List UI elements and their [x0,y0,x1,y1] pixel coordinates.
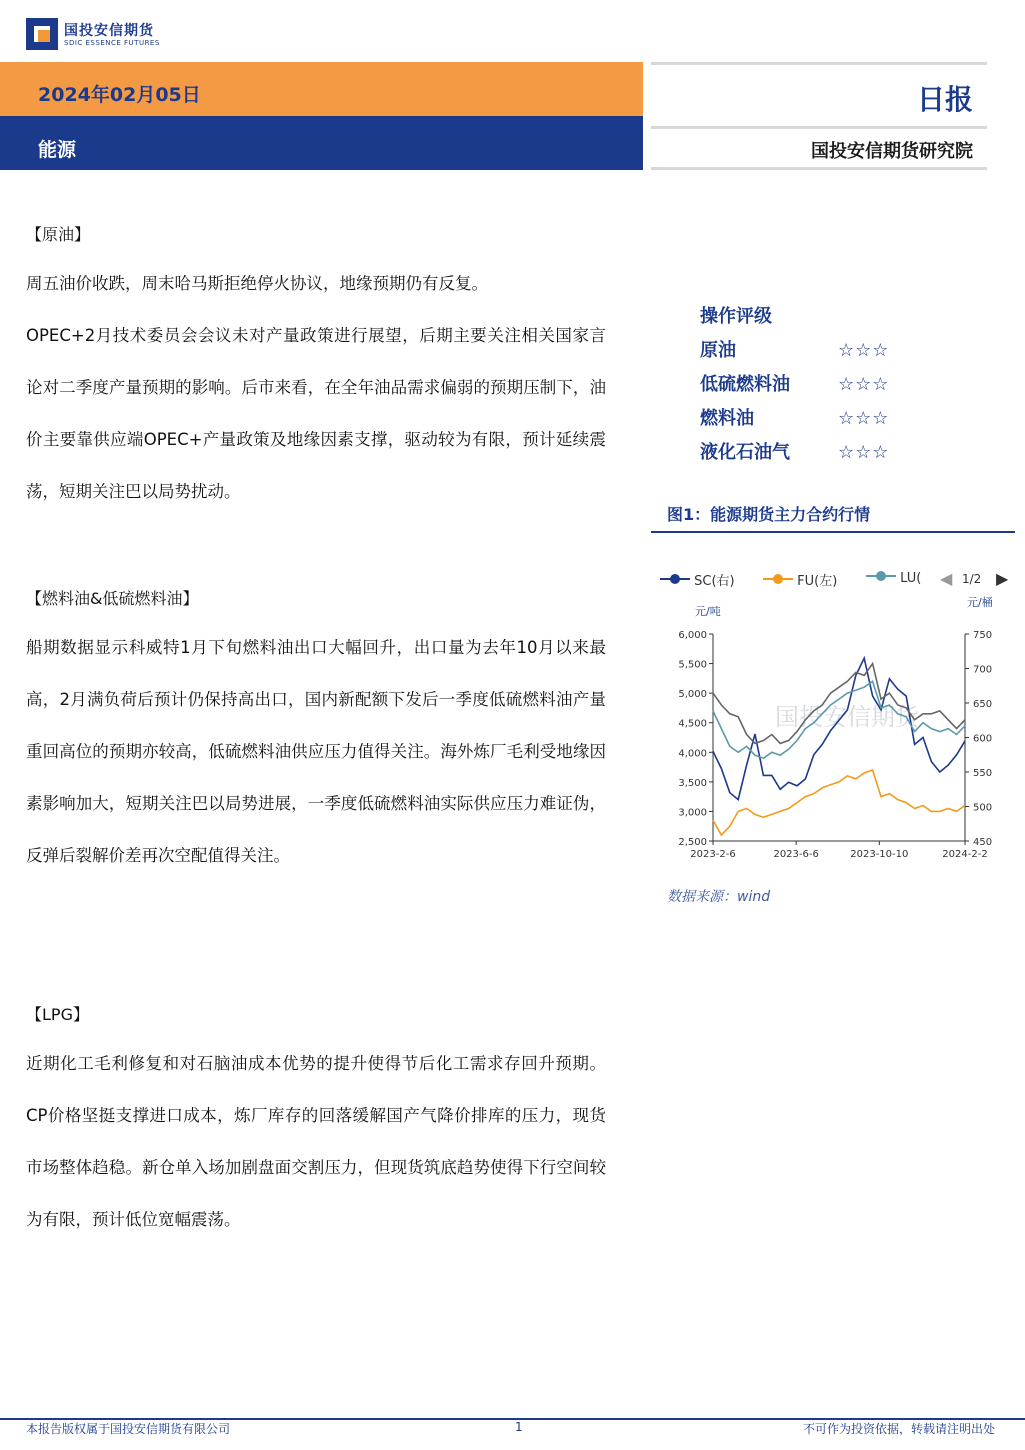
right-tick-label: 500 [973,802,993,814]
report-date: 2024年02月05日 [38,84,201,106]
left-tick-label: 5,500 [678,659,707,671]
right-axis-unit: 元/桶 [967,596,993,609]
page-number: 1 [515,1420,523,1434]
chart-axes [709,634,969,845]
section-title-crude: 【原油】 [26,225,91,244]
divider [651,62,987,65]
x-tick-label: 2023-10-10 [850,849,909,860]
copyright-notice: 本报告版权属于国投安信期货有限公司 [26,1422,231,1436]
data-source: 数据来源：wind [667,889,771,905]
fuel-oil-paragraph: 船期数据显示科威特1月下旬燃料油出口大幅回升，出口量为去年10月以来最高，2月满负荷后预计仍保持高出口，国内新配额下发后一季度低硫燃料油产量重回高位的预期亦较高，低硫燃料油供应压力值得关注。海外炼厂毛利受地缘因素影响加大，短期关注巴以局势进展，一季度低硫燃料油实际供应压力难证伪，反弹后裂解价差再次空配值得关注。 [26,638,606,865]
left-tick-label: 2,500 [678,837,707,848]
right-tick-label: 650 [973,699,993,710]
lpg-paragraph: 近期化工毛利修复和对石脑油成本优势的提升使得节后化工需求存回升预期。CP价格坚挺支撑进口成本，炼厂库存的回落缓解国产气降价排库的压力，现货市场整体趋稳。新仓单入场加剧盘面交割压力，但现货筑底趋势使得下行空间较为有限，预计低位宽幅震荡。 [26,1054,606,1229]
right-tick-label: 450 [973,837,993,848]
sector-banner [0,116,643,170]
rating-item-name: 燃料油 [700,408,754,429]
left-tick-label: 6,000 [678,630,707,641]
series-line [713,770,965,835]
right-tick-label: 700 [973,664,993,676]
company-name: 国投安信期货 [64,23,154,39]
x-tick-label: 2023-6-6 [773,849,819,860]
crude-paragraph-1: 周五油价收跌，周末哈马斯拒绝停火协议，地缘预期仍有反复。 [26,274,488,293]
left-tick-label: 4,500 [678,718,707,730]
report-sector: 能源 [38,139,77,161]
section-title-fuel-oil: 【燃料油&低硫燃料油】 [26,589,199,608]
legend-label: FU(左) [797,574,838,589]
report-type: 日报 [916,83,973,116]
rating-item-name: 原油 [700,340,736,361]
x-tick-label: 2023-2-6 [690,849,736,860]
x-tick-label: 2024-2-2 [942,849,988,860]
rating-row [700,402,920,436]
legend-label: LU( [900,571,922,586]
right-tick-label: 750 [973,630,993,641]
left-tick-label: 4,000 [678,748,707,760]
rating-row [700,334,920,368]
company-logo-icon [26,18,58,50]
left-tick-label: 3,500 [678,777,707,789]
watermark: 国投安信期货 [775,703,919,731]
right-tick-label: 550 [973,768,993,779]
right-tick-label: 600 [973,733,993,745]
figure-title: 图1：能源期货主力合约行情 [667,505,871,524]
star-icon: ☆☆☆ [838,340,890,361]
rating-item-name: 液化石油气 [700,442,790,463]
left-tick-label: 5,000 [678,689,707,701]
section-title-lpg: 【LPG】 [26,1005,89,1024]
company-name-en: SDIC ESSENCE FUTURES [64,39,160,47]
disclaimer: 不可作为投资依据，转载请注明出处 [802,1422,995,1436]
energy-futures-chart [655,580,1015,870]
legend-next-icon[interactable]: ▶ [996,569,1009,588]
divider [651,126,987,129]
legend-label: SC(右) [694,574,735,589]
rating-row [700,436,920,470]
rating-title: 操作评级 [700,306,772,327]
institute-name: 国投安信期货研究院 [811,141,973,162]
left-tick-label: 3,000 [678,807,707,819]
operation-rating [700,300,920,470]
crude-paragraph-2: OPEC+2月技术委员会会议未对产量政策进行展望，后期主要关注相关国家言论对二季度产量预期的影响。后市来看，在全年油品需求偏弱的预期压制下，油价主要靠供应端OPEC+产量政策及地缘因素支撑，驱动较为有限，预计延续震荡，短期关注巴以局势扰动。 [26,326,606,501]
rating-item-name: 低硫燃料油 [700,374,790,395]
figure-divider [651,531,1015,533]
left-axis-unit: 元/吨 [695,605,721,618]
rating-row [700,368,920,402]
star-icon: ☆☆☆ [838,374,890,395]
legend-prev-icon[interactable]: ◀ [940,569,953,588]
legend-pager: 1/2 [962,572,982,586]
chart-tick-labels [678,630,992,860]
star-icon: ☆☆☆ [838,442,890,463]
chart-series [713,658,965,835]
divider [651,167,987,170]
star-icon: ☆☆☆ [838,408,890,429]
